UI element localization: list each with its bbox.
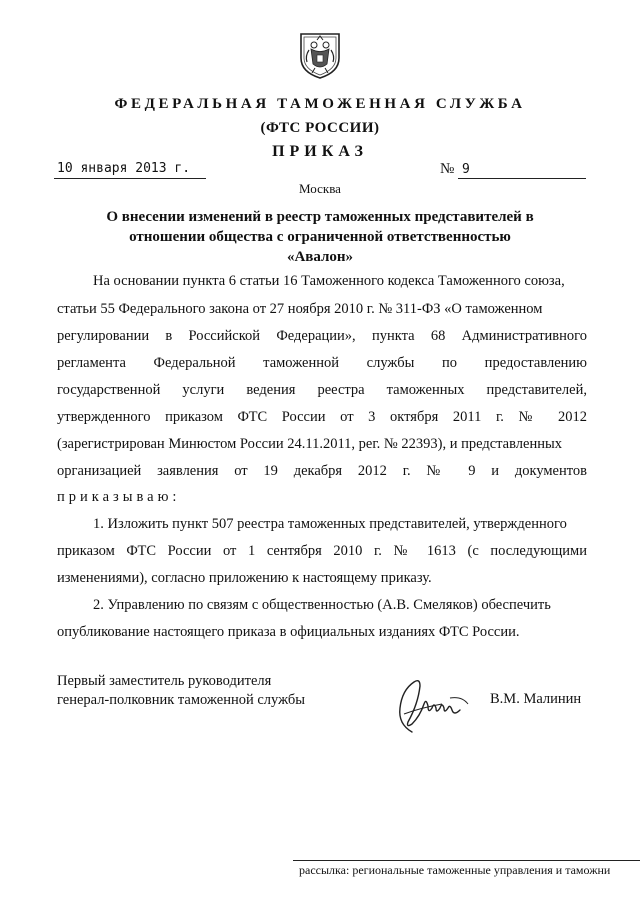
body-line: регулировании в Российской Федерации», пункта 68 Административного xyxy=(57,328,587,344)
body-line: опубликование настоящего приказа в официальных изданиях ФТС России. xyxy=(57,624,520,640)
agency-abbreviation: (ФТС РОССИИ) xyxy=(260,120,380,136)
number-label: № xyxy=(440,161,455,177)
agency-name: ФЕДЕРАЛЬНАЯ ТАМОЖЕННАЯ СЛУЖБА xyxy=(114,96,526,112)
body-line: приказом ФТС России от 1 сентября 2010 г. № 1613 (с последующими xyxy=(57,543,587,559)
signer-position xyxy=(57,672,305,710)
clause-2: 2. Управлению по связям с общественностью (А.В. Смеляков) обеспечить xyxy=(93,597,551,613)
body-line: (зарегистрирован Минюстом России 24.11.2011, рег. № 22393), и представленных xyxy=(57,436,562,452)
emblem-icon xyxy=(297,28,343,80)
signer-position-line: генерал-полковник таможенной службы xyxy=(57,692,306,708)
body-line: утвержденного приказом ФТС России от 3 октября 2011 г. № 2012 xyxy=(57,409,587,425)
distribution-separator xyxy=(293,860,640,861)
order-number: 9 xyxy=(462,162,470,177)
body-line: регламента Федеральной таможенной службы по предоставлению xyxy=(57,355,587,371)
signer-position-line: Первый заместитель руководителя xyxy=(57,673,272,689)
number-underline xyxy=(458,178,586,179)
body-line: статьи 55 Федерального закона от 27 ноября 2010 г. № 311-ФЗ «О таможенном xyxy=(57,301,543,317)
subject-line: О внесении изменений в реестр таможенных представителей в xyxy=(106,209,534,225)
body-line: изменениями), согласно приложению к настоящему приказу. xyxy=(57,570,432,586)
clause-1: 1. Изложить пункт 507 реестра таможенных представителей, утвержденного xyxy=(93,516,567,532)
handwritten-signature xyxy=(390,674,472,736)
body-line: организацией заявления от 19 декабря 2012 г. № 9 и документов xyxy=(57,463,587,479)
body-line: государственной услуги ведения реестра таможенных представителей, xyxy=(57,382,587,398)
order-directive: приказываю: xyxy=(57,489,181,505)
body-line: На основании пункта 6 статьи 16 Таможенного кодекса Таможенного союза, xyxy=(93,273,565,289)
distribution-list: рассылка: региональные таможенные управления и таможни xyxy=(299,863,611,877)
date-underline xyxy=(54,178,206,179)
document-type: ПРИКАЗ xyxy=(272,143,368,160)
order-subject xyxy=(60,207,580,267)
subject-line: «Авалон» xyxy=(286,249,354,265)
order-date: 10 января 2013 г. xyxy=(57,161,191,176)
signer-name: В.М. Малинин xyxy=(490,691,582,707)
city: Москва xyxy=(299,181,341,196)
subject-line: отношении общества с ограниченной ответственностью xyxy=(129,229,511,245)
